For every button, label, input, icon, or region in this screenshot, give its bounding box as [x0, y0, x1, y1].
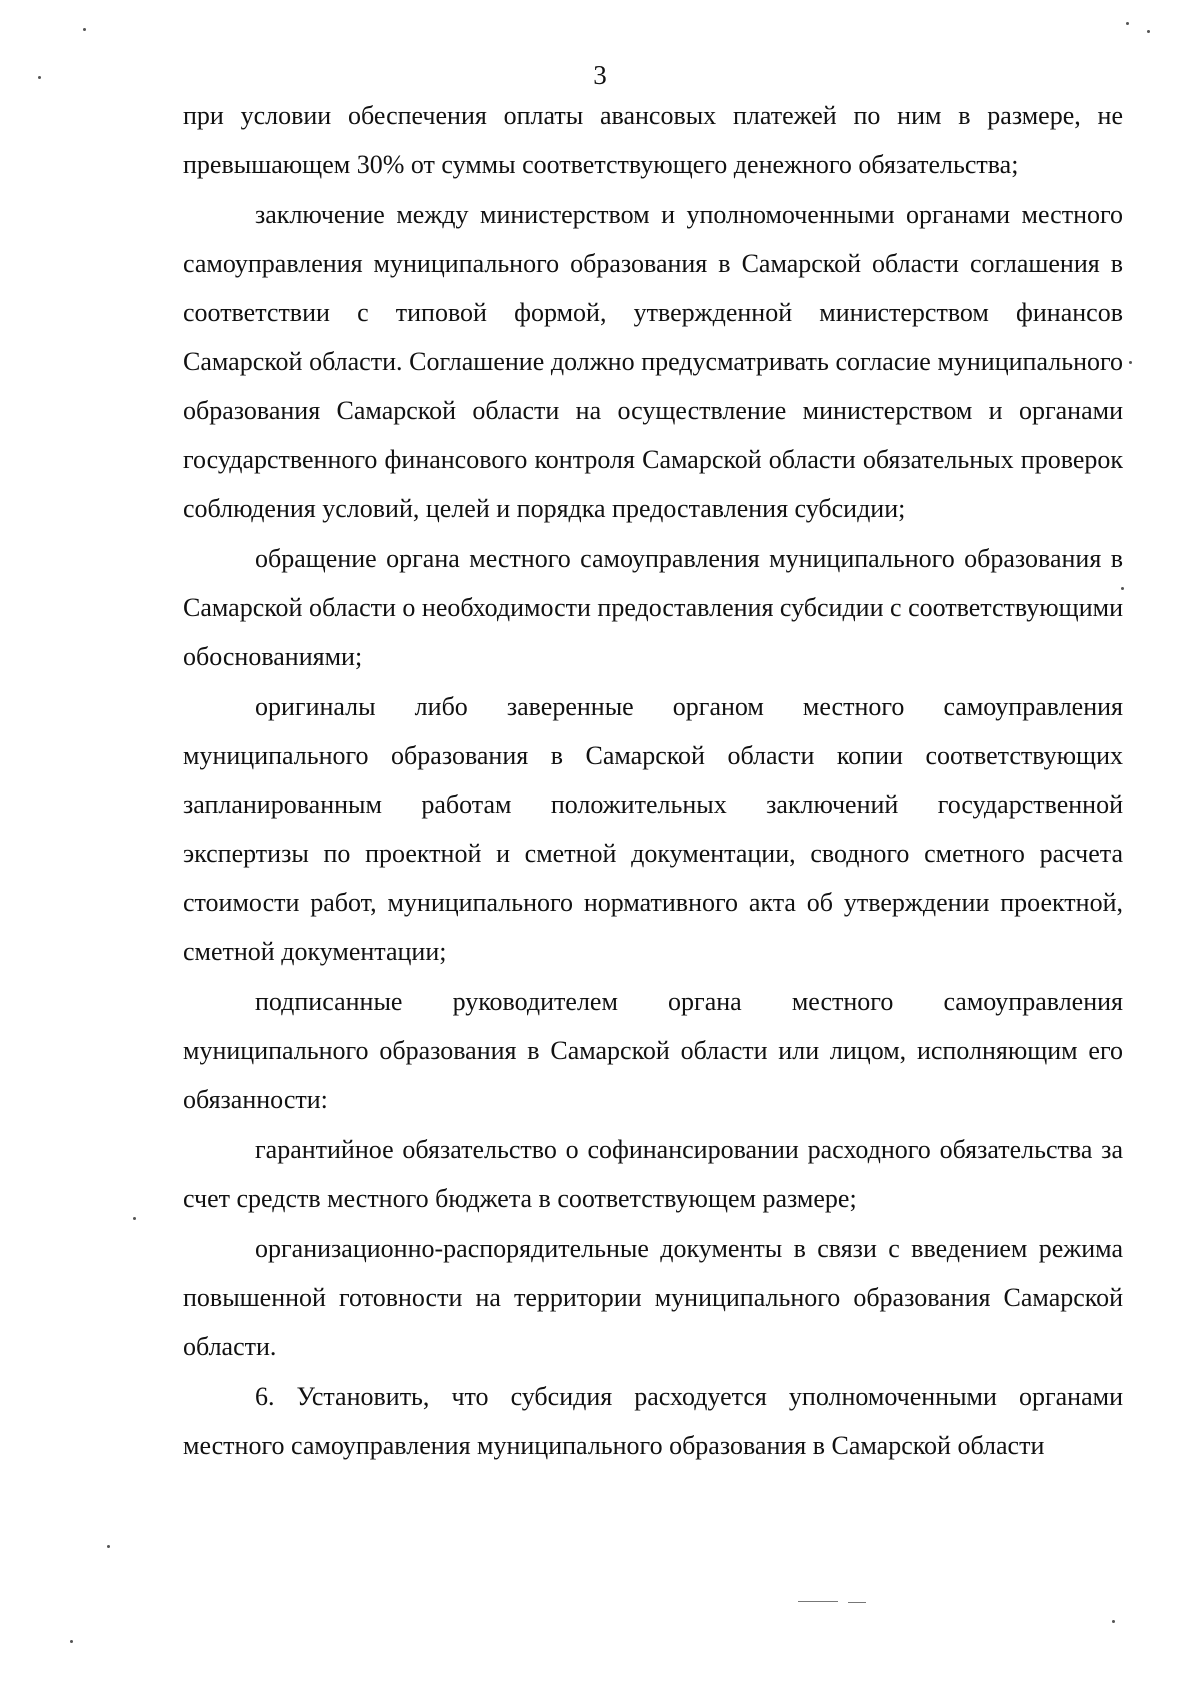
- paragraph-2: заключение между министерством и уполномоченными органами местного самоуправления муниципального образования в Самарской области соглашения в соответствии с типовой формой, утвержденной министерством финансов Самарской области. Соглашение должно предусматривать согласие муниципального образования Самарской области на осуществление министерством и органами государственного финансового контроля Самарской области обязательных проверок соблюдения условий, целей и порядка предоставления субсидии;: [183, 200, 1123, 523]
- scan-speck: [83, 28, 86, 31]
- scan-speck: [1126, 22, 1129, 25]
- scan-speck: [1112, 1620, 1115, 1623]
- document-body: [183, 91, 1123, 1470]
- scan-mark: [798, 1601, 838, 1602]
- scan-speck: [107, 1545, 110, 1548]
- paragraph-6: гарантийное обязательство о софинансировании расходного обязательства за счет средств местного бюджета в соответствующем размере;: [183, 1135, 1123, 1213]
- paragraph-7: организационно-распорядительные документы в связи с введением режима повышенной готовности на территории муниципального образования Самарской области.: [183, 1234, 1123, 1361]
- paragraph-8: 6. Установить, что субсидия расходуется уполномоченными органами местного самоуправления муниципального образования в Самарской области: [183, 1382, 1123, 1460]
- scan-speck: [38, 76, 41, 79]
- scan-speck: [1129, 361, 1132, 364]
- paragraph-5: подписанные руководителем органа местного самоуправления муниципального образования в Самарской области или лицом, исполняющим его обязанности:: [183, 987, 1123, 1114]
- scan-speck: [1147, 30, 1150, 33]
- page-number: 3: [593, 60, 607, 90]
- scan-mark: [848, 1602, 866, 1603]
- scan-speck: [133, 1217, 136, 1220]
- paragraph-4: оригиналы либо заверенные органом местного самоуправления муниципального образования в Самарской области копии соответствующих запланированным работам положительных заключений государственной экспертизы по проектной и сметной документации, сводного сметного расчета стоимости работ, муниципального нормативного акта об утверждении проектной, сметной документации;: [183, 692, 1123, 966]
- paragraph-1: при условии обеспечения оплаты авансовых платежей по ним в размере, не превышающем 30% от суммы соответствующего денежного обязательства;: [183, 101, 1123, 179]
- paragraph-3: обращение органа местного самоуправления муниципального образования в Самарской области о необходимости предоставления субсидии с соответствующими обоснованиями;: [183, 544, 1123, 671]
- scan-speck: [1121, 587, 1124, 590]
- scan-speck: [70, 1640, 73, 1643]
